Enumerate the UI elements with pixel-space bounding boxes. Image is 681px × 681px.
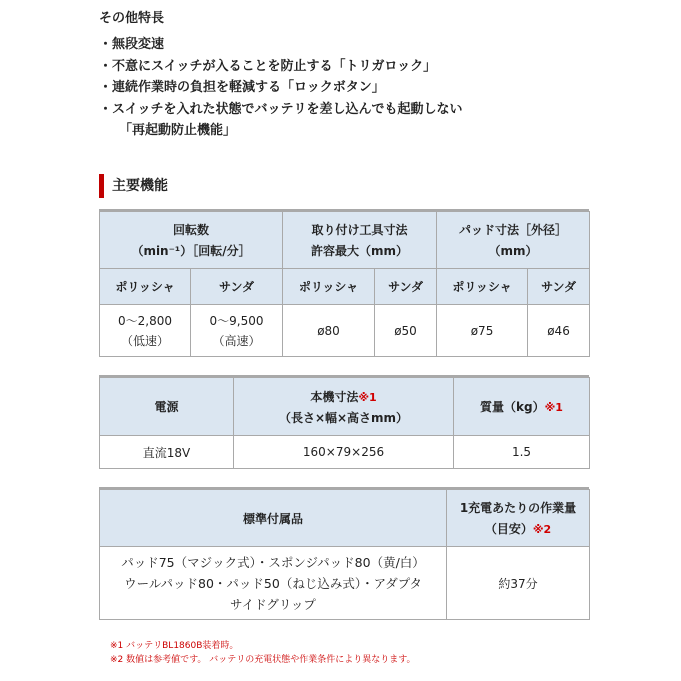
table-row <box>100 436 590 469</box>
sub-header: ポリッシャ <box>437 269 528 305</box>
sub-header: サンダ <box>528 269 590 305</box>
table-row <box>100 547 590 620</box>
spec-table-accessories <box>99 489 590 620</box>
feature-list <box>99 34 462 142</box>
feature-item: ・連続作業時の負担を軽減する「ロックボタン」 <box>99 80 385 95</box>
feature-item-continuation: 「再起動防止機能」 <box>119 123 237 138</box>
header-accessories: 標準付属品 <box>100 490 447 547</box>
header-rpm: 回転数 （min⁻¹）［回転/分］ <box>100 212 283 269</box>
table-row <box>100 269 590 305</box>
table-row <box>100 212 590 269</box>
other-features-heading: その他特長 <box>99 11 165 26</box>
footnote: ※2 数値は参考値です。 バッテリの充電状態や作業条件により異なります。 <box>110 655 416 665</box>
cell-value: ø46 <box>528 305 590 357</box>
header-power: 電源 <box>100 378 234 436</box>
footnotes <box>110 639 416 667</box>
cell-value: 0～9,500 （高速） <box>191 305 283 357</box>
sub-header: ポリッシャ <box>283 269 375 305</box>
spec-table-dimensions <box>99 377 590 469</box>
feature-item: ・無段変速 <box>99 37 165 52</box>
feature-item: ・スイッチを入れた状態でバッテリを差し込んでも起動しない <box>99 101 463 117</box>
feature-item: ・不意にスイッチが入ることを防止する「トリガロック」 <box>99 58 437 74</box>
dimensions-value: 160×79×256 <box>234 436 454 469</box>
table-row <box>100 490 590 547</box>
spec-table-speeds <box>99 211 590 357</box>
table-row <box>100 305 590 357</box>
header-tool-size: 取り付け工具寸法 許容最大（mm） <box>283 212 437 269</box>
header-pad-size: パッド寸法［外径］ （mm） <box>437 212 590 269</box>
footnote: ※1 バッテリBL1860B装着時。 <box>110 641 239 651</box>
header-dimensions: 本機寸法※1 （長さ×幅×高さmm） <box>234 378 454 436</box>
cell-value: ø75 <box>437 305 528 357</box>
header-work-amount: 1充電あたりの作業量 （目安）※2 <box>447 490 590 547</box>
cell-value: ø50 <box>375 305 437 357</box>
sub-header: ポリッシャ <box>100 269 191 305</box>
sub-header: サンダ <box>191 269 283 305</box>
header-weight: 質量（kg）※1 <box>454 378 590 436</box>
work-amount-value: 約37分 <box>447 547 590 620</box>
sub-header: サンダ <box>375 269 437 305</box>
weight-value: 1.5 <box>454 436 590 469</box>
power-value: 直流18V <box>100 436 234 469</box>
table-row <box>100 378 590 436</box>
cell-value: 0～2,800 （低速） <box>100 305 191 357</box>
section-title: 主要機能 <box>99 174 168 198</box>
cell-value: ø80 <box>283 305 375 357</box>
accessories-value: パッド75（マジック式）・スポンジパッド80（黄/白） ウールパッド80・パッド50（ねじ込み式）・アダプタ サイドグリップ <box>100 547 447 620</box>
